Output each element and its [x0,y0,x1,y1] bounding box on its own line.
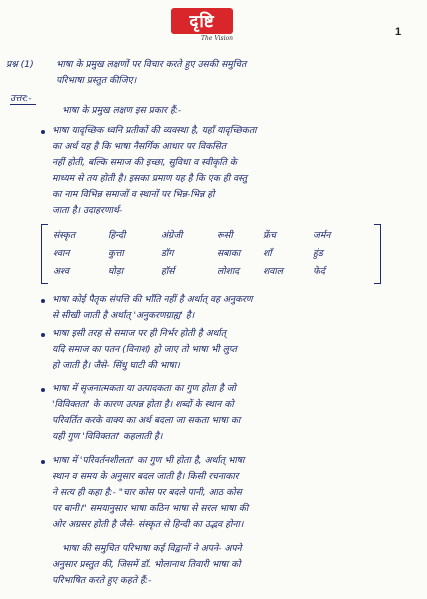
bullet [41,130,45,134]
point-3-line-1: भाषा इसी तरह से समाज पर ही निर्भर होती है अर्थात् [52,328,227,339]
point-5-line-5: ओर अग्रसर होती है जैसे- संस्कृत से हिन्दी का उद्भव होना। [52,519,244,530]
closing-line-3: परिभाषित करते हुए कहते हैं:- [52,575,152,586]
bullet [41,388,45,392]
point-4-line-1: भाषा में सृजनात्मकता या उत्पादकता का गुण होता है जो [52,383,236,394]
bullet [41,333,45,337]
point-5-line-2: स्थान व समय के अनुसार बदल जाती है। किसी रचनाकार [52,471,239,482]
table-bracket-left [41,224,48,284]
answer-underline [10,104,36,105]
point-4-line-2: 'विविक्तता' के कारण उत्पन्न होता है। शब्दों के स्थान को [52,399,234,410]
table-cell: संस्कृत [53,230,76,241]
table-cell: जर्मन [313,230,331,241]
point-2-line-1: भाषा कोई पैतृक संपत्ति की भाँति नहीं है अर्थात् वह अनुकरण [52,294,253,305]
point-1-line-4: माध्यम से तय होती है। इसका प्रमाण यह है कि एक ही वस्तु [52,173,247,184]
table-cell: फेर्द [313,266,325,277]
examples-table [41,224,381,282]
closing-line-2: अनुसार प्रस्तुत की, जिसमें डॉ. भोलानाथ तिवारी भाषा को [52,559,241,570]
question-line-1: भाषा के प्रमुख लक्षणों पर विचार करते हुए उसकी समुचित [56,59,247,70]
logo-subtitle: The Vision [201,35,233,42]
logo-text: दृष्टि [189,12,215,32]
point-1-line-1: भाषा यादृच्छिक ध्वनि प्रतीकों की व्यवस्था है, यहाँ यादृच्छिकता [52,125,257,136]
table-cell: सबाका [217,248,241,259]
point-1-line-6: जाता है। उदाहरणार्थ- [52,205,123,216]
point-5-line-1: भाषा में 'परिवर्तनशीलता' का गुण भी होता है, अर्थात् भाषा [52,455,245,466]
table-cell: घोड़ा [108,266,124,277]
intro-line: भाषा के प्रमुख लक्षण इस प्रकार हैं:- [62,105,182,116]
point-2-line-2: से सीखी जाती है अर्थात् 'अनुकरणग्राह्य' है। [52,310,195,321]
point-1-line-3: नहीं होती, बल्कि समाज की इच्छा, सुविधा व स्वीकृति के [52,157,237,168]
table-cell: डॉग [161,248,174,259]
point-3-line-3: हो जाती है। जैसे- सिंधु घाटी की भाषा। [52,360,180,371]
table-cell: हिन्दी [108,230,126,241]
closing-line-1: भाषा की समुचित परिभाषा कई विद्वानों ने अपने- अपने [62,543,242,554]
table-cell: अश्व [53,266,70,277]
point-1-line-2: का अर्थ यह है कि भाषा नैसर्गिक आधार पर विकसित [52,141,227,152]
table-cell: रूसी [217,230,233,241]
bullet [41,299,45,303]
table-cell: हॉर्स [161,266,175,277]
point-4-line-4: यही गुण 'विविक्तता' कहलाती है। [52,431,163,442]
question-line-2: परिभाषा प्रस्तुत कीजिए। [56,75,137,86]
table-cell: शवाल [263,266,283,277]
bullet [41,460,45,464]
answer-label: उत्तर:- [10,93,32,104]
drishti-logo [171,8,233,42]
point-4-line-3: परिवर्तित करके वाक्य का अर्थ बदला जा सकता भाषा का [52,415,241,426]
table-cell: शाँ [263,248,272,259]
point-1-line-5: का नाम विभिन्न समाजों व स्थानों पर भिन्न-भिन्न हो [52,189,215,200]
question-label: प्रश्न (1) [6,59,34,70]
table-cell: फ्रेंच [263,230,276,241]
table-bracket-right [374,224,381,284]
table-cell: कुत्ता [108,248,124,259]
point-3-line-2: यदि समाज का पतन (विनाश) हो जाए तो भाषा भी लुप्त [52,344,237,355]
point-5-line-4: पर बानी।" समयानुसार भाषा कठिन भाषा से सरल भाषा की [52,503,249,514]
table-cell: अंग्रेजी [161,230,183,241]
page-number: 1 [395,26,402,38]
point-5-line-3: ने सत्य ही कहा है:- "चार कोस पर बदले पानी, आठ कोस [52,487,242,498]
table-cell: लोशाद [217,266,240,277]
table-cell: हुंड [313,248,323,259]
table-cell: श्वान [53,248,70,259]
